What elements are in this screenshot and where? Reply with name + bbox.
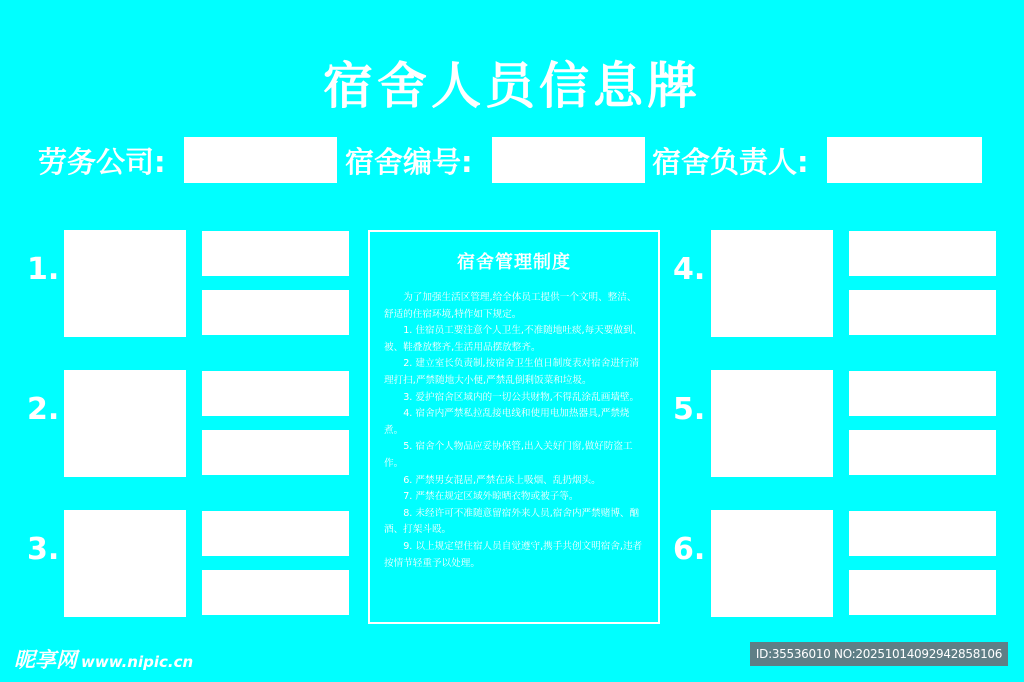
- photo-slot-3[interactable]: [64, 510, 186, 617]
- slot-number-2: 2.: [27, 392, 60, 427]
- info-slot-6b[interactable]: [849, 570, 996, 615]
- photo-slot-4[interactable]: [711, 230, 833, 337]
- info-slot-2b[interactable]: [202, 430, 349, 475]
- slot-number-5: 5.: [673, 392, 706, 427]
- company-label: 劳务公司:: [38, 145, 166, 179]
- info-slot-4a[interactable]: [849, 231, 996, 276]
- slot-number-4: 4.: [673, 252, 706, 287]
- photo-slot-5[interactable]: [711, 370, 833, 477]
- rules-paragraph: 6. 严禁男女混居,严禁在床上吸烟、乱扔烟头。: [403, 474, 601, 486]
- rules-paragraph: 2. 建立室长负责制,按宿舍卫生值日制度表对宿舍进行清理打扫,严禁随地大小便,严禁乱倒剩饭菜和垃圾。: [384, 358, 640, 386]
- manager-field[interactable]: [827, 137, 982, 183]
- slot-number-3: 3.: [27, 532, 60, 567]
- room-number-label: 宿舍编号:: [345, 145, 473, 179]
- rules-paragraph: 5. 宿舍个人物品应妥协保管,出入关好门窗,做好防盗工作。: [384, 441, 633, 469]
- rules-paragraph: 为了加强生活区管理,给全体员工提供一个文明、整洁、舒适的住宿环境,特作如下规定。: [384, 292, 637, 320]
- watermark-url: www.nipic.cn: [81, 653, 194, 671]
- info-slot-4b[interactable]: [849, 290, 996, 335]
- rules-paragraph: 7. 严禁在规定区域外晾晒衣物或被子等。: [403, 491, 579, 503]
- rules-paragraph: 4. 宿舍内严禁私拉乱接电线和使用电加热器具,严禁烧煮。: [384, 408, 630, 436]
- rules-paragraph: 8. 未经许可不准随意留宿外来人员,宿舍内严禁赌博、酗酒、打架斗殴。: [384, 507, 640, 536]
- watermark-id-bar: ID:35536010 NO:20251014092942858106: [750, 642, 1008, 666]
- photo-slot-2[interactable]: [64, 370, 186, 477]
- info-slot-3b[interactable]: [202, 570, 349, 615]
- info-slot-6a[interactable]: [849, 511, 996, 556]
- info-slot-3a[interactable]: [202, 511, 349, 556]
- rules-paragraph: 3. 爱护宿舍区域内的一切公共财物,不得乱涂乱画墙壁。: [403, 391, 640, 403]
- rules-body: [370, 274, 658, 572]
- info-slot-1a[interactable]: [202, 231, 349, 276]
- watermark-logo-text: 昵享网: [14, 648, 77, 672]
- info-slot-5a[interactable]: [849, 371, 996, 416]
- company-field[interactable]: [184, 137, 337, 183]
- info-slot-5b[interactable]: [849, 430, 996, 475]
- photo-slot-6[interactable]: [711, 510, 833, 617]
- rules-paragraph: 1. 住宿员工要注意个人卫生,不准随地吐痰,每天要做到、被、鞋叠放整齐,生活用品摆放整齐。: [384, 325, 643, 353]
- rules-title: 宿舍管理制度: [457, 252, 571, 273]
- rules-panel: [368, 230, 660, 624]
- rules-paragraph: 9. 以上规定望住宿人员自觉遵守,携手共创文明宿舍,违者按情节轻重予以处理。: [384, 540, 643, 569]
- room-number-field[interactable]: [492, 137, 645, 183]
- manager-label: 宿舍负责人:: [652, 145, 809, 179]
- page-title: 宿舍人员信息牌: [323, 57, 701, 115]
- photo-slot-1[interactable]: [64, 230, 186, 337]
- info-slot-1b[interactable]: [202, 290, 349, 335]
- watermark-logo: [14, 644, 193, 674]
- info-slot-2a[interactable]: [202, 371, 349, 416]
- slot-number-1: 1.: [27, 252, 60, 287]
- slot-number-6: 6.: [673, 532, 706, 567]
